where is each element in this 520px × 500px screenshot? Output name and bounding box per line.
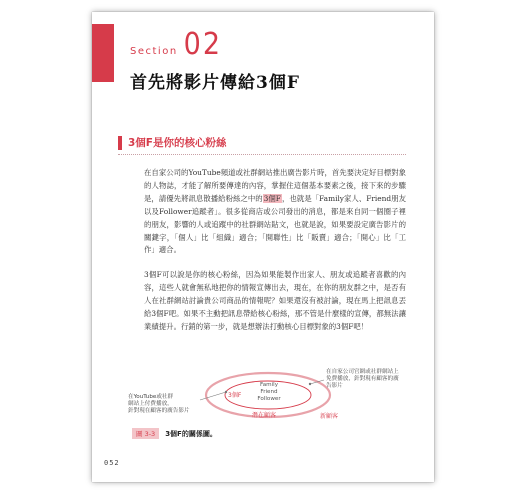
section-word: Section	[130, 46, 178, 57]
right-note: 在自家公司官網或社群網站上 免費播放，針對現有顧客的廣 告影片	[326, 369, 399, 390]
caption-text: 3個F的關係圖。	[165, 429, 217, 438]
paragraph-1-before: 在自家公司的YouTube頻道或社群網站推出廣告影片時，首先要決定好目標對象的人物誌，才能了解所要傳達的內容，掌握住這個基本要素之後，接下來的步驟是，請優先將訊息散播給粉絲之中的	[144, 168, 406, 203]
page-number: 052	[104, 459, 120, 467]
left-leader-line	[200, 392, 226, 400]
book-page	[92, 12, 434, 482]
subheading-text: 3個F是你的核心粉絲	[128, 137, 227, 149]
caption-tag: 圖 3-3	[132, 428, 159, 439]
inner-circle-labels: Family Friend Follower	[257, 382, 281, 402]
subheading-rule	[118, 154, 406, 155]
new-customer-label: 新顧客	[320, 413, 339, 420]
section-number: 02	[183, 27, 222, 62]
figure-3f-diagram	[122, 364, 412, 430]
paragraph-1-after: ，也就是「Family家人、Friend朋友以及Follower追蹤者」。很多從商店或公司發出的消息，都是來自同一個圈子裡的朋友，影響的人或追蹤中的社群網站貼文，也就是說，如果要設定廣告影片的關鍵字，「個人」比「組織」適合；「開聯性」比「販賣」適合；「開心」比「工作」適合。	[144, 193, 406, 255]
potential-customer-label: 潛在顧客	[252, 412, 277, 419]
paragraph-1	[144, 167, 406, 257]
chapter-title: 首先將影片傳給3個F	[130, 73, 300, 93]
highlight-3f: 3個F	[263, 193, 281, 203]
figure-caption	[132, 428, 217, 439]
left-leader-dot	[225, 391, 227, 393]
section-color-block	[92, 24, 114, 82]
center-3f-label: 3個F	[228, 392, 242, 399]
subheading-bar	[118, 136, 122, 150]
right-leader-dot	[309, 383, 311, 385]
subheading	[118, 135, 226, 150]
paragraph-2: 3個F可以說是你的核心粉絲，因為如果能製作出家人、朋友或追蹤者喜歡的內容，這些人就會無私地把你的情報宣傳出去，現在，在你的朋友群之中，是否有人在社群網站討論貴公司商品的情報呢？如果還沒有被討論，現在馬上把訊息丟給3個F吧。如果不主動把訊息帶給核心粉絲，那不管是什麼樣的宣傳，都無法讓業績提升。行銷的第一步，就是想辦法打動核心目標對象的3個F吧！	[144, 270, 406, 331]
left-note: 在YouTube或社群 網站上付費播放， 針對現在顧客的廣告影片	[128, 394, 190, 415]
section-heading	[130, 27, 222, 62]
